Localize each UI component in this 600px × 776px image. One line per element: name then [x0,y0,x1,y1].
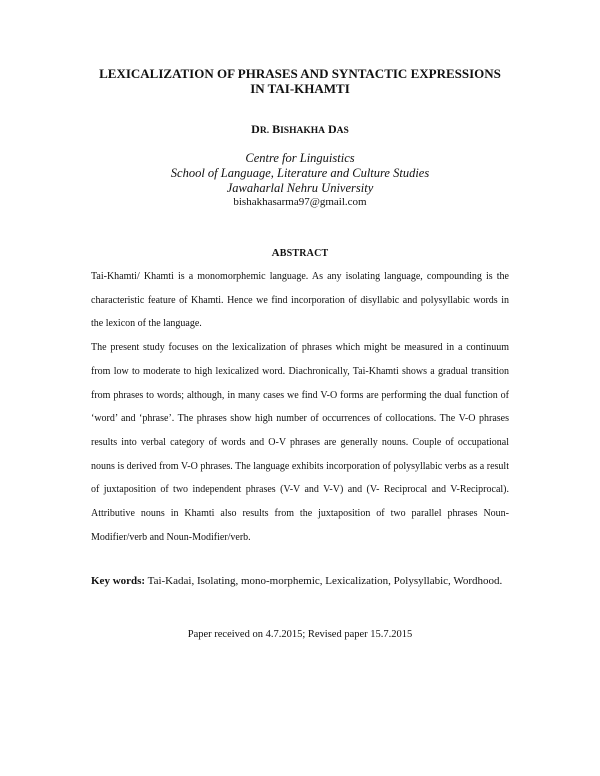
abstract-heading [0,247,600,259]
abstract-heading-initial: A [271,247,280,259]
affiliation-university: Jawaharlal Nehru University [226,181,374,195]
affiliation-school: School of Language, Literature and Culture Studies [170,166,430,180]
author-email: bishakhasarma97@gmail.com [233,196,367,208]
affiliation-block [0,151,600,196]
affiliation-centre: Centre for Linguistics [245,151,355,165]
abstract-body [91,265,509,549]
author-last-rest: AS [336,126,349,136]
keywords-label: Key words: [91,575,146,587]
abstract-heading-rest: BSTRACT [279,248,329,259]
author-name [0,122,600,137]
paper-title-line-2: IN TAI-KHAMTI [250,81,350,96]
paper-title [0,66,600,96]
paper-title-line-1: LEXICALIZATION OF PHRASES AND SYNTACTIC EXPRESSIONS [99,66,501,81]
abstract-paragraph-2: The present study focuses on the lexicalization of phrases which might be measured in a continuum from low to moderate to high lexicalized word. Diachronically, Tai-Khamti shows a gradual transition from phrases to words; although, in many cases we find V-O forms are performing the dual function of ‘word’ and ‘phrase’. The phrases show high number of occurrences of collocations. The V-O phrases results into verbal category of words and O-V phrases are generally nouns. Couple of occupational nouns is derived from V-O phrases. The language exhibits incorporation of polysyllabic verbs as a result of juxtaposition of two independent phrases (V-V and V-V) and (V- Reciprocal and V-Reciprocal). Attributive nouns in Khamti also results from the juxtaposition of two parallel phrases Noun- Modifier/verb and Noun-Modifier/verb. [91,342,509,543]
author-last-initial: D [327,122,337,136]
received-date: Paper received on 4.7.2015; Revised paper 15.7.2015 [187,629,413,640]
author-first-initial: B [272,122,281,136]
author-prefix-initial: D [251,122,260,136]
author-first-rest: ISHAKHA [280,126,325,136]
author-prefix-rest: R. [259,126,270,136]
abstract-paragraph-1: Tai-Khamti/ Khamti is a monomorphemic language. As any isolating language, compounding is the characteristic feature of Khamti. Hence we find incorporation of disyllabic and polysyllabic words in the lexicon of the language. [91,271,509,330]
keywords-text: Tai-Kadai, Isolating, mono-morphemic, Lexicalization, Polysyllabic, Wordhood. [145,575,503,587]
keywords [91,575,521,587]
